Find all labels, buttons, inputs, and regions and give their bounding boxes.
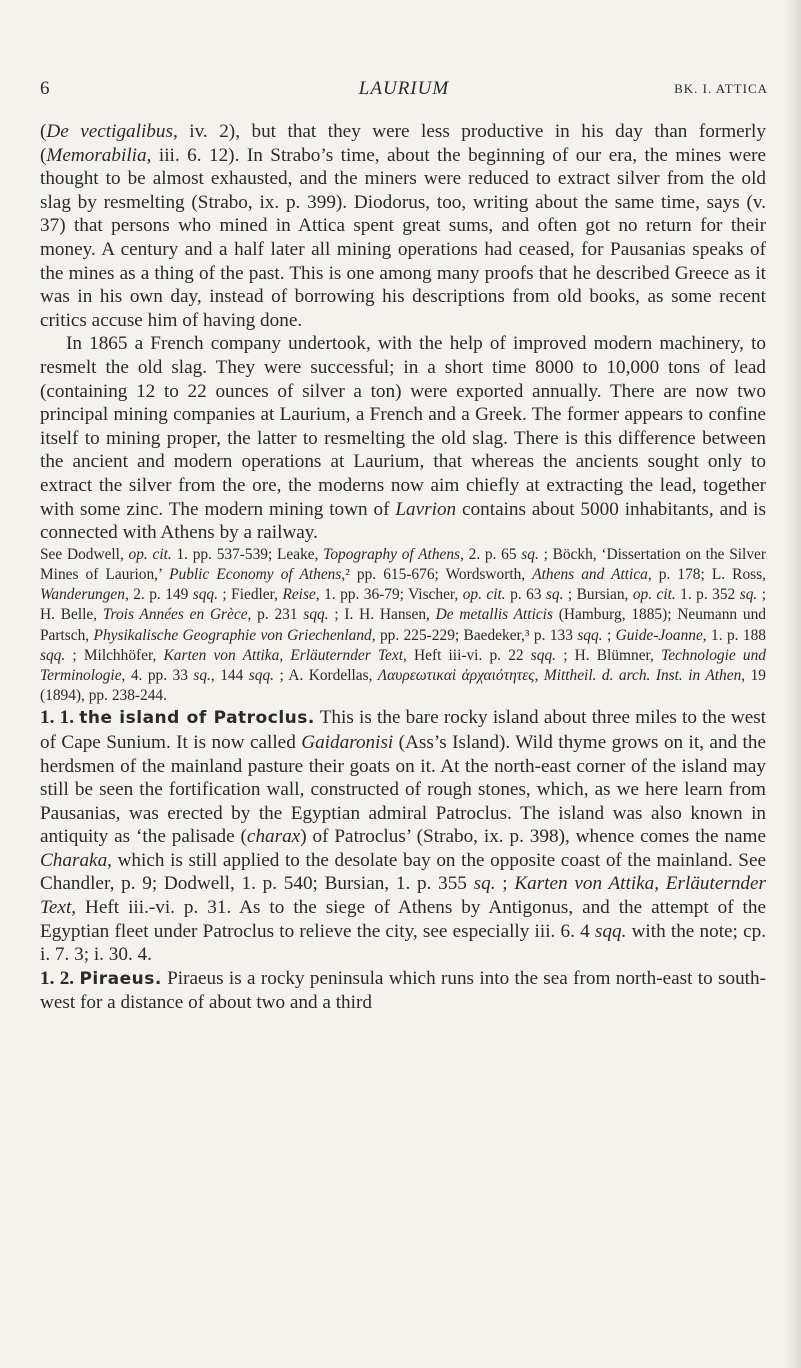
italic-run: Trois Années en Grèce <box>102 606 248 624</box>
italic-run: sqq. <box>192 586 218 604</box>
italic-run: Public Economy of Athens <box>169 565 342 583</box>
italic-run: sqq. <box>40 646 66 664</box>
italic-run: Gaidaronisi <box>301 731 394 753</box>
page-number: 6 <box>40 78 50 99</box>
bibliography-note: See Dodwell, op. cit. 1. pp. 537-539; Leake, Topography of Athens, 2. p. 65 sq. ; Böckh, ‘Dissertation on the Silver Mines of Laurion,’ Public Economy of Athens,² pp. 615-676; Wordsworth, Athens and Attica, p. 178; L. Ross, Wanderungen, 2. p. 149 sqq. ; Fiedler, Reise, 1. pp. 36-79; Vischer, op. cit. p. 63 sq. ; Bursian, op. cit. 1. p. 352 sq. ; H. Belle, Trois Années en Grèce, p. 231 sqq. ; I. H. Hansen, De metallis Atticis (Hamburg, 1885); Neumann und Partsch, Physikalische Geographie von Griechenland, pp. 225-229; Baedeker,³ p. 133 sqq. ; Guide-Joanne, 1. p. 188 sqq. ; Milchhöfer, Karten von Attika, Erläuternder Text, Heft iii-vi. p. 22 sqq. ; H. Blümner, Technologie und Terminologie, 4. pp. 33 sq., 144 sqq. ; A. Kordellas, Λαυρεωτικαὶ ἀρχαιότητες, Mittheil. d. arch. Inst. in Athen, 19 (1894), pp. 238-244. <box>40 545 766 705</box>
running-title: LAURIUM <box>358 78 450 99</box>
italic-run: Topography of Athens <box>323 545 461 563</box>
paragraph: In 1865 a French company undertook, with the help of improved modern machinery, to resmelt the old slag. They were successful; in a short time 8000 to 10,000 tons of lead (containing 12 to 22 ounces of silver a ton) were exported annually. There are now two principal mining companies at Laurium, a French and a Greek. The former appears to confine itself to mining proper, the latter to resmelting the old slag. There is this difference between the ancient and modern operations at Laurium, that whereas the ancients sought only to extract the silver from the ore, the moderns now aim chiefly at extracting the lead, together with some zinc. The modern mining town of Lavrion contains about 5000 inhabitants, and is connected with Athens by a railway. <box>40 333 766 544</box>
italic-run: Wanderungen <box>40 586 125 604</box>
section-text: This is the bare rocky island about three miles to the west of Cape Sunium. It is now called Gaidaronisi (Ass’s Island). Wild thyme grows on it, and the herdsmen of the mainland pasture their goats on it. At the north-east corner of the island may still be seen the fortification wall, constructed of rough stones, which, as we here learn from Pausanias, was erected by the Egyptian admiral Patroclus. The island was also known in antiquity as ‘the palisade (charax) of Patroclus’ (Strabo, ix. p. 398), whence comes the name Charaka, which is still applied to the desolate bay on the opposite coast of the mainland. See Chandler, p. 9; Dodwell, 1. p. 540; Bursian, 1. p. 355 sq. ; Karten von Attika, Erläuternder Text, Heft iii.-vi. p. 31. As to the siege of Athens by Antigonus, and the attempt of the Egyptian fleet under Patroclus to relieve the city, see especially iii. 6. 4 sqq. with the note; cp. i. 7. 3; i. 30. 4. <box>40 707 767 966</box>
section-patroclus <box>40 706 766 967</box>
italic-run: op. cit. <box>128 545 172 563</box>
italic-run: sqq. <box>303 606 329 624</box>
italic-run: sq. <box>473 873 496 895</box>
italic-run: sq. <box>521 545 539 563</box>
paragraph: (De vectigalibus, iv. 2), but that they were less productive in his day than formerly (Memorabilia, iii. 6. 12). In Strabo’s time, about the beginning of our era, the mines were thought to be almost exhausted, and the miners were reduced to extract silver from the old slag by resmelting (Strabo, ix. p. 399). Diodorus, too, writing about the same time, says (v. 37) that persons who mined in Attica spent great sums, and often got no return for their money. A century and a half later all mining operations had ceased, for Pausanias speaks of the mines as a thing of the past. This is one among many proofs that he described Greece as it was in his own day, instead of borrowing his descriptions from old books, as some recent critics accuse him of having done. <box>40 121 766 331</box>
italic-run: De vectigalibus <box>46 121 173 142</box>
page-edge-shadow <box>785 0 801 1368</box>
section-title: Piraeus. <box>79 968 162 989</box>
italic-run: charax <box>246 826 301 848</box>
italic-run: op. cit. <box>462 586 506 604</box>
italic-run: Physikalische Geographie von Griechenland <box>93 626 372 644</box>
section-number: 1. 2. <box>40 967 75 989</box>
italic-run: Λαυρεωτικαὶ ἀρχαιότητες <box>377 666 535 684</box>
italic-run: sqq. <box>594 920 627 942</box>
italic-run: Reise <box>282 586 316 604</box>
italic-run: op. cit. <box>632 586 676 604</box>
section-number: 1. 1. <box>40 707 74 729</box>
italic-run: Guide-Joanne <box>615 626 703 644</box>
italic-run: Mittheil. d. arch. Inst. in Athen <box>543 666 742 684</box>
italic-run: Karten von Attika, Erläuternder Text <box>163 646 403 664</box>
italic-run: Memorabilia <box>46 144 147 166</box>
running-header <box>40 78 768 108</box>
italic-run: sq. <box>193 666 211 684</box>
italic-run: Technologie und Terminologie <box>40 646 766 684</box>
italic-run: Athens and Attica <box>532 565 648 583</box>
section-text: Piraeus is a rocky peninsula which runs into the sea from north-east to south-west for a distance of about two and a third <box>40 967 766 1014</box>
italic-run: Karten von Attika, Erläuternder Text <box>40 873 766 919</box>
italic-run: sqq. <box>530 646 557 664</box>
italic-run: sqq. <box>248 666 274 684</box>
running-section: BK. I. ATTICA <box>674 81 768 96</box>
italic-run: sq. <box>545 586 564 604</box>
section-piraeus <box>40 967 766 1015</box>
section-title: the island of Patroclus. <box>79 708 315 729</box>
italic-run: sqq. <box>577 626 603 644</box>
italic-run: Charaka <box>40 849 108 871</box>
italic-run: Lavrion <box>395 498 457 520</box>
italic-run: sq. <box>739 586 758 604</box>
page-body <box>40 120 766 1015</box>
italic-run: De metallis Atticis <box>435 606 553 624</box>
